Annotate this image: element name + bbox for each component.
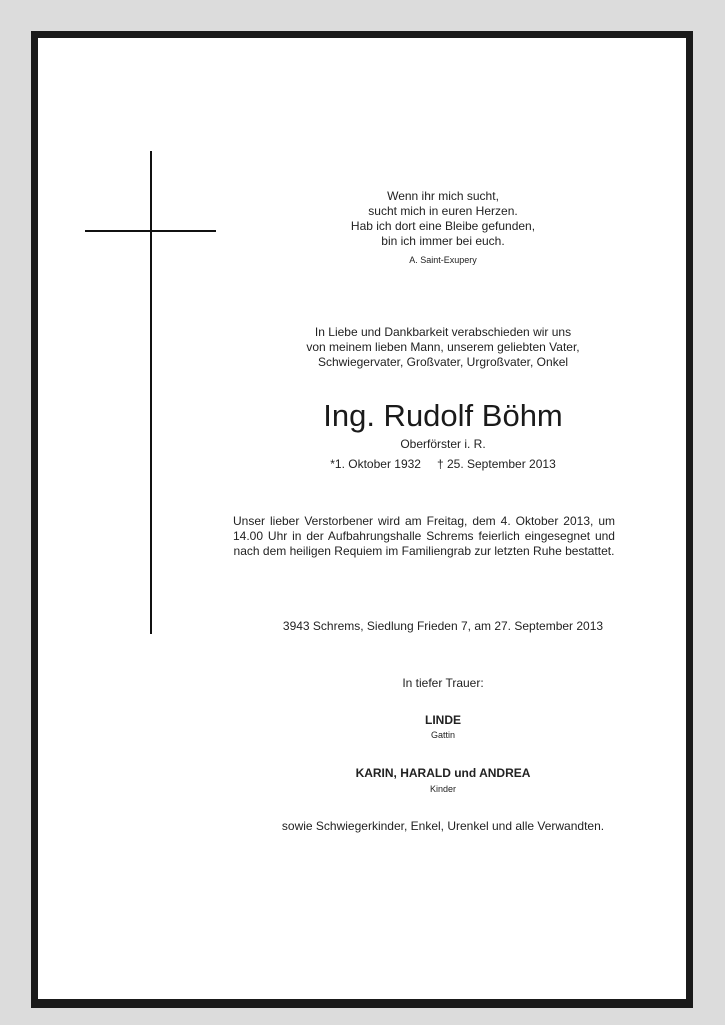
funeral-line: um 14.00 Uhr in der Aufbahrungshalle Schrems feierlich (233, 514, 615, 543)
funeral-line: letzten Ruhe bestattet. (494, 544, 615, 558)
funeral-line: eingesegnet und nach dem heiligen Requiem im Familiengrab zur (233, 529, 615, 558)
obituary-card (31, 31, 693, 1008)
deceased-name: Ing. Rudolf Böhm (323, 398, 563, 433)
quote-line: Hab ich dort eine Bleibe gefunden, (350, 219, 536, 233)
mourner-name: KARIN, HARALD und ANDREA (355, 766, 531, 780)
intro-text (228, 325, 658, 370)
place-date: 3943 Schrems, Siedlung Frieden 7, am 27. September 2013 (282, 619, 604, 633)
cross-horizontal-bar (85, 230, 216, 232)
birth-date: *1. Oktober 1932 (330, 457, 421, 471)
funeral-line: Unser lieber Verstorbener wird am Freitag, dem 4. Oktober 2013, (233, 514, 594, 528)
other-relatives: sowie Schwiegerkinder, Enkel, Urenkel und alle Verwandten. (281, 819, 605, 833)
mourner-relation: Kinder (429, 784, 456, 794)
death-date: † 25. September 2013 (436, 457, 556, 471)
funeral-notice (233, 514, 615, 559)
mourner-name: LINDE (425, 713, 461, 727)
quote (228, 189, 658, 266)
quote-author: A. Saint-Exupery (409, 255, 477, 265)
mourning-heading: In tiefer Trauer: (402, 676, 484, 690)
intro-line: Schwiegervater, Großvater, Urgroßvater, Onkel (317, 355, 569, 369)
quote-line: sucht mich in euren Herzen. (368, 204, 518, 218)
intro-line: In Liebe und Dankbarkeit verabschieden wir uns (314, 325, 572, 339)
deceased-title: Oberförster i. R. (400, 437, 486, 451)
quote-line: Wenn ihr mich sucht, (387, 189, 499, 203)
cross-vertical-bar (150, 151, 152, 634)
life-dates (228, 457, 658, 472)
intro-line: von meinem lieben Mann, unserem geliebten Vater, (306, 340, 580, 354)
mourner-relation: Gattin (430, 730, 455, 740)
quote-line: bin ich immer bei euch. (381, 234, 505, 248)
